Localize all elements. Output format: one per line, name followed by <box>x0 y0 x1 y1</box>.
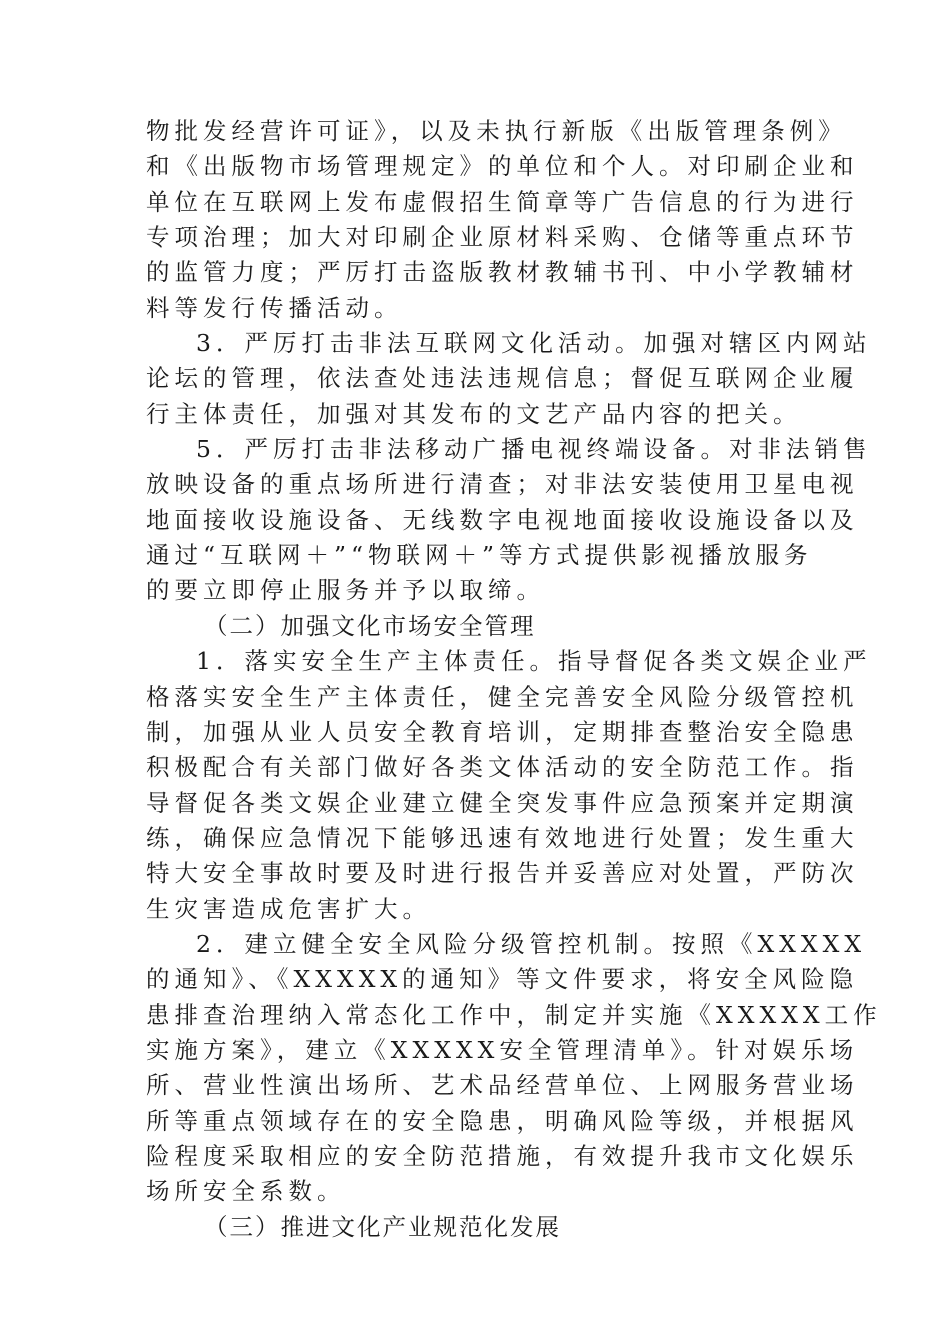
paragraph-publishing-regulation <box>146 114 859 326</box>
text-line: 5．严厉打击非法移动广播电视终端设备。对非法销售 <box>196 435 872 464</box>
text-line: 积极配合有关部门做好各类文体活动的安全防范工作。指 <box>146 753 859 782</box>
text-line: 制，加强从业人员安全教育培训，定期排查整治安全隐患 <box>146 717 859 746</box>
text-line: 专项治理；加大对印刷企业原材料采购、仓储等重点环节 <box>146 223 859 252</box>
text-line: 放映设备的重点场所进行清查；对非法安装使用卫星电视 <box>146 470 859 499</box>
paragraph-item-5-mobile-broadcast <box>146 432 872 609</box>
section-heading-text: （二）加强文化市场安全管理 <box>204 611 536 640</box>
text-line: 练，确保应急情况下能够迅速有效地进行处置；发生重大 <box>146 823 859 852</box>
paragraph-item-2-risk-control <box>146 927 882 1210</box>
paragraph-item-3-internet-culture <box>146 326 872 432</box>
text-line: 行主体责任，加强对其发布的文艺产品内容的把关。 <box>146 399 802 428</box>
document-body <box>146 114 882 1245</box>
text-line: 3．严厉打击非法互联网文化活动。加强对辖区内网站 <box>196 329 872 358</box>
section-heading-text: （三）推进文化产业规范化发展 <box>204 1212 561 1241</box>
text-line: 的监管力度；严厉打击盗版教材教辅书刊、中小学教辅材 <box>146 258 859 287</box>
text-line: 险程度采取相应的安全防范措施，有效提升我市文化娱乐 <box>146 1141 859 1170</box>
text-line: 所等重点领域存在的安全隐患，明确风险等级，并根据风 <box>146 1106 859 1135</box>
text-line: 地面接收设施设备、无线数字电视地面接收设施设备以及 <box>146 505 859 534</box>
text-line: 场所安全系数。 <box>146 1177 346 1206</box>
text-line: 物批发经营许可证》，以及未执行新版《出版管理条例》 <box>146 117 847 145</box>
text-line: 1．落实安全生产主体责任。指导督促各类文娱企业严 <box>196 647 872 676</box>
section-heading-3 <box>146 1210 812 1245</box>
text-line: 导督促各类文娱企业建立健全突发事件应急预案并定期演 <box>146 788 859 817</box>
text-line: 的通知》、《XXXXX的通知》等文件要求，将安全风险隐 <box>146 965 859 994</box>
text-line: 通过“互联网＋”“物联网＋”等方式提供影视播放服务 <box>146 541 813 570</box>
text-line: 论坛的管理，依法查处违法违规信息；督促互联网企业履 <box>146 364 859 393</box>
text-line: 患排查治理纳入常态化工作中，制定并实施《XXXXX工作 <box>146 1000 882 1029</box>
text-line: 的要立即停止服务并予以取缔。 <box>146 576 545 605</box>
text-line: 2．建立健全安全风险分级管控机制。按照《XXXXX <box>196 929 867 958</box>
text-line: 单位在互联网上发布虚假招生简章等广告信息的行为进行 <box>146 187 859 216</box>
text-line: 和《出版物市场管理规定》的单位和个人。对印刷企业和 <box>146 152 859 181</box>
paragraph-item-1-safety-responsibility <box>146 644 872 927</box>
section-heading-2 <box>146 609 812 644</box>
text-line: 所、营业性演出场所、艺术品经营单位、上网服务营业场 <box>146 1071 859 1100</box>
text-line: 料等发行传播活动。 <box>146 293 403 322</box>
text-line: 格落实安全生产主体责任，健全完善安全风险分级管控机 <box>146 682 859 711</box>
text-line: 实施方案》，建立《XXXXX安全管理清单》。针对娱乐场 <box>146 1035 859 1064</box>
text-line: 特大安全事故时要及时进行报告并妥善应对处置，严防次 <box>146 859 859 888</box>
text-line: 生灾害造成危害扩大。 <box>146 894 431 923</box>
